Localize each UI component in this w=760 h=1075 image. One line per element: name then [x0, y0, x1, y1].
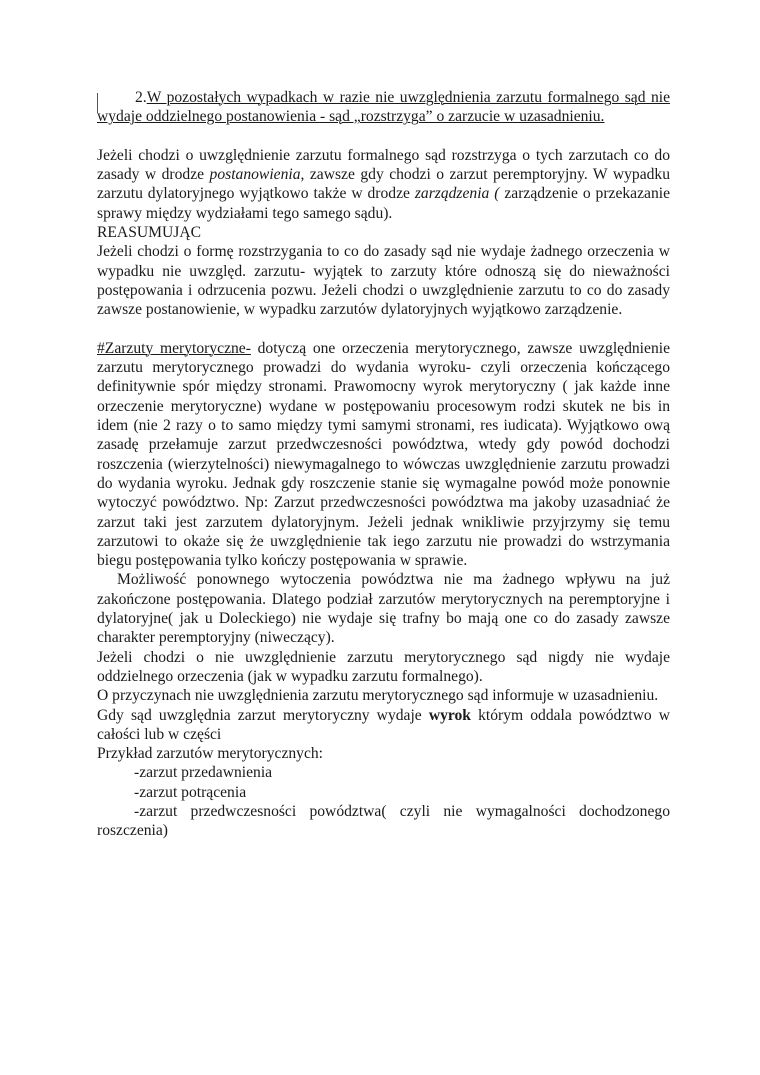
- judgment-bold: wyrok: [428, 706, 471, 724]
- reasons-paragraph: O przyczynach nie uwzględnienia zarzutu merytorycznego sąd informuje w uzasadnieniu.: [97, 687, 659, 705]
- document-page: [97, 88, 670, 841]
- judgment-text-1: Gdy sąd uwzględnia zarzut merytoryczny wydaje: [97, 706, 429, 724]
- formal-text-2: , zawsze gdy chodzi o zarzut peremptoryjny. W wypadku zarzutu dylatoryjnego wyjątkowo także w drodze: [97, 166, 671, 203]
- summary-heading: REASUMUJĄC: [97, 224, 201, 242]
- section-2-text: W pozostałych wypadkach w razie nie uwzględnienia zarzutu formalnego sąd nie wydaje oddzielnego postanowienia - sąd „rozstrzyga” o zarzucie w uzasadnieniu.: [97, 89, 670, 126]
- judgment-paragraph: [97, 706, 670, 745]
- merit-text: dotyczą one orzeczenia merytorycznego, zawsze uwzględnienie zarzutu merytorycznego prowadzi do wydania wyroku- czyli orzeczenia kończącego definitywnie spór między stronami. Prawomocny wyrok merytoryczny ( jak każde inne orzeczenie merytoryczne) wydane w postępowaniu procesowym rodzi skutek ne bis in idem (nie 2 razy o to samo między tymi samymi stronami, res iudicata). Wyjątkowo ową zasadę przełamuje zarzut przedwczesności powództwa, wtedy gdy powód dochodzi roszczenia (wierzytelności) niewymagalnego to wówczas uwzględnienie zarzutu prowadzi do wydania wyroku. Jednak gdy roszczenie stanie się wymagalne powód może ponownie wytoczyć powództwo. Np: Zarzut przedwczesności powództwa ma jakoby uzasadniać że zarzut taki jest zarzutem dylatoryjnym. Jeżeli jednak wnikliwie przyjrzymy się temu zarzutowi to okaże się że uwzględnienie tak iego zarzutu nie prowadzi do wstrzymania biegu postępowania tylko kończy postępowania w sprawie.: [97, 339, 670, 570]
- summary-paragraph: Jeżeli chodzi o formę rozstrzygania to co do zasady sąd nie wydaje żadnego orzeczenia w wypadku nie uwzględ. zarzutu- wyjątek to zarzuty które odnoszą się do nieważności postępowania i odrzucenia pozwu. Jeżeli chodzi o uwzględnienie zarzutu to co do zasady zawsze postanowienie, w wypadku zarzutów dylatoryjnych wyjątkowo zarządzenie.: [97, 243, 670, 319]
- section-2-number: 2.: [135, 89, 147, 106]
- formal-italic-1: postanowienia: [209, 166, 301, 184]
- formal-objection-paragraph: [97, 146, 670, 223]
- possibility-paragraph: Możliwość ponownego wytoczenia powództwa nie ma żadnego wpływu na już zakończone postępowania. Dlatego podział zarzutów merytorycznych na peremptoryjne i dylatoryjne( jak u Doleckiego) nie wydaje się trafny bo mają one co do zasady zawsze charakter peremptoryjny (niweczący).: [97, 571, 670, 647]
- formal-text-1: Jeżeli chodzi o uwzględnienie zarzutu formalnego sąd rozstrzyga o tych zarzutach co do zasady w drodze: [97, 146, 670, 184]
- list-item: -zarzut przedawnienia: [134, 764, 273, 782]
- blank-line: [97, 320, 670, 339]
- list-item: -zarzut potrącenia: [134, 783, 247, 801]
- formal-italic-2: zarządzenia (: [414, 185, 500, 203]
- formal-text-3: zarządzenie o przekazanie sprawy między wydziałami tego samego sądu).: [97, 185, 670, 222]
- examples-heading: Przykład zarzutów merytorycznych:: [97, 745, 324, 763]
- not-considered-paragraph: Jeżeli chodzi o nie uwzględnienie zarzutu merytorycznego sąd nigdy nie wydaje oddzielnego orzeczenia (jak w wypadku zarzutu formalnego).: [97, 648, 670, 685]
- merit-heading: #Zarzuty merytoryczne-: [97, 339, 251, 357]
- examples-list: [97, 763, 670, 840]
- list-item: -zarzut przedwczesności powództwa( czyli nie wymagalności dochodzonego roszczenia): [97, 802, 670, 840]
- section-2-paragraph: [97, 88, 670, 127]
- blank-line: [97, 127, 670, 146]
- merit-objections-paragraph: [97, 339, 670, 571]
- judgment-text-2: którym oddala powództwo w całości lub w części: [97, 706, 670, 743]
